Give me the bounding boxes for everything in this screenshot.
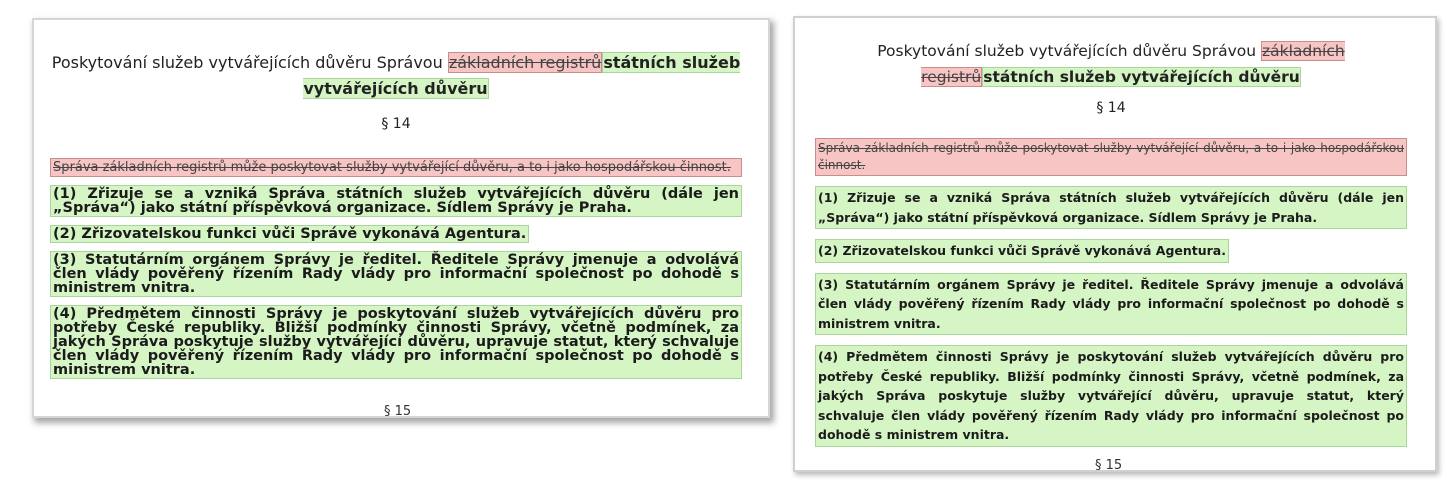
- inserted-paragraph-2: (2) Zřizovatelskou funkci vůči Správě vykonává Agentura.: [815, 239, 1229, 263]
- deleted-paragraph: Správa základních registrů může poskytovat služby vytvářející důvěru, a to i jako hospodářskou činnost.: [815, 138, 1407, 176]
- section-number: § 14: [381, 116, 411, 132]
- inserted-paragraph-4: (4) Předmětem činnosti Správy je poskytování služeb vytvářejících důvěru pro potřeby České republiky. Bližší podmínky činnosti Správy, včetně podmínek, za jakých Správa poskytuje služby vytvářející důvěru, upravuje statut, který schvaluje člen vlády pověřený řízením Rady vlády pro informační společnost po dohodě s ministrem vnitra.: [50, 305, 742, 379]
- heading: [815, 38, 1407, 90]
- inserted-text: státních služeb vytvářejících důvěru: [983, 68, 1300, 86]
- heading-text: Poskytování služeb vytvářejících důvěru Správou: [51, 53, 448, 72]
- inserted-paragraph-1: (1) Zřizuje se a vzniká Správa státních služeb vytvářejících důvěru (dále jen „Správa“) jako státní příspěvková organizace. Sídlem Správy je Praha.: [815, 186, 1407, 229]
- inserted-text: státních služeb vytvářejících důvěru: [303, 53, 741, 98]
- document-page-right: [795, 18, 1435, 470]
- heading-text: Poskytování služeb vytvářejících důvěru Správou: [877, 42, 1261, 60]
- deleted-text: základních registrů: [448, 53, 602, 72]
- deleted-paragraph: Správa základních registrů může poskytovat služby vytvářející důvěru, a to i jako hospodářskou činnost.: [50, 158, 742, 177]
- inserted-paragraph-3: (3) Statutárním orgánem Správy je ředitel. Ředitele Správy jmenuje a odvolává člen vlády pověřený řízením Rady vlády pro informační společnost po dohodě s ministrem vnitra.: [50, 251, 742, 297]
- document-page-left: [34, 20, 768, 416]
- inserted-paragraph-4: (4) Předmětem činnosti Správy je poskytování služeb vytvářejících důvěru pro potřeby České republiky. Bližší podmínky činnosti Správy, včetně podmínek, za jakých Správa poskytuje služby vytvářející důvěru, upravuje statut, který schvaluje člen vlády pověřený řízením Rady vlády pro informační společnost po dohodě s ministrem vnitra.: [815, 345, 1407, 447]
- inserted-paragraph-2: (2) Zřizovatelskou funkci vůči Správě vykonává Agentura.: [50, 225, 529, 243]
- next-section-number: § 15: [1095, 458, 1123, 470]
- section-number: § 14: [1096, 100, 1126, 116]
- next-section-number: § 15: [384, 404, 412, 416]
- deleted-text: základních registrů: [921, 42, 1345, 86]
- heading: [50, 50, 742, 102]
- inserted-paragraph-3: (3) Statutárním orgánem Správy je ředitel. Ředitele Správy jmenuje a odvolává člen vlády pověřený řízením Rady vlády pro informační společnost po dohodě s ministrem vnitra.: [815, 273, 1407, 336]
- page-content: [815, 38, 1407, 447]
- page-content: [50, 50, 742, 379]
- inserted-paragraph-1: (1) Zřizuje se a vzniká Správa státních služeb vytvářejících důvěru (dále jen „Správa“) jako státní příspěvková organizace. Sídlem Správy je Praha.: [50, 185, 742, 217]
